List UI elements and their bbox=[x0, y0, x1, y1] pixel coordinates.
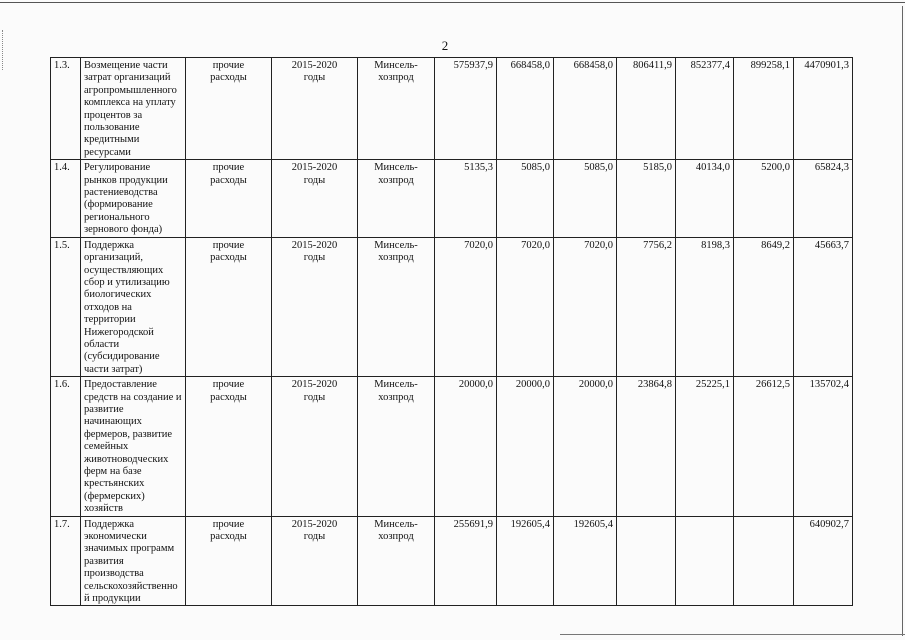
scan-edge-right bbox=[902, 6, 903, 636]
table-row bbox=[51, 237, 853, 376]
period bbox=[272, 516, 358, 606]
year-value: 192605,4 bbox=[497, 516, 554, 606]
executor bbox=[358, 160, 435, 237]
total-value: 45663,7 bbox=[794, 237, 853, 376]
cell-text-line: развития bbox=[84, 555, 124, 567]
measure-description bbox=[81, 377, 186, 516]
executor bbox=[358, 377, 435, 516]
year-value: 40134,0 bbox=[676, 160, 734, 237]
cell-text-line: рынков продукции bbox=[84, 174, 168, 186]
year-value bbox=[734, 516, 794, 606]
year-value: 668458,0 bbox=[554, 58, 617, 160]
executor bbox=[358, 237, 435, 376]
cell-text-line: годы bbox=[303, 252, 326, 264]
cell-text-line: семейных bbox=[84, 441, 129, 453]
budget-table bbox=[50, 57, 853, 606]
year-value: 5185,0 bbox=[617, 160, 676, 237]
cell-text-line: Возмещение части bbox=[84, 60, 168, 71]
year-value: 7020,0 bbox=[554, 237, 617, 376]
cell-text-line: расходы bbox=[210, 391, 247, 403]
cell-text-line: биологических bbox=[84, 289, 152, 301]
total-value: 65824,3 bbox=[794, 160, 853, 237]
executor bbox=[358, 516, 435, 606]
year-value: 899258,1 bbox=[734, 58, 794, 160]
cell-text-line: производства bbox=[84, 568, 144, 580]
cell-text-line: расходы bbox=[210, 72, 247, 84]
cell-text-line: 2015-2020 bbox=[291, 162, 338, 174]
cell-text-line: Минсель- bbox=[374, 162, 418, 174]
expense-category bbox=[186, 377, 272, 516]
cell-text-line: расходы bbox=[210, 174, 247, 186]
cell-text-line: агропромышленного bbox=[84, 84, 177, 96]
executor bbox=[358, 58, 435, 160]
total-value: 4470901,3 bbox=[794, 58, 853, 160]
cell-text-line: (фермерских) bbox=[84, 490, 145, 502]
cell-text-line: Минсель- bbox=[374, 239, 418, 251]
table-row bbox=[51, 160, 853, 237]
cell-text-line: значимых программ bbox=[84, 543, 175, 555]
total-value: 640902,7 bbox=[794, 516, 853, 606]
scan-edge-bottom bbox=[560, 634, 905, 635]
cell-text-line: развитие bbox=[84, 403, 124, 415]
year-value: 668458,0 bbox=[497, 58, 554, 160]
year-value: 20000,0 bbox=[554, 377, 617, 516]
cell-text-line: сбор и утилизацию bbox=[84, 276, 170, 288]
row-number: 1.5. bbox=[51, 237, 81, 376]
expense-category bbox=[186, 58, 272, 160]
cell-text-line: 2015-2020 bbox=[291, 60, 338, 71]
cell-text-line: части затрат) bbox=[84, 363, 143, 375]
cell-text-line: й продукции bbox=[84, 593, 141, 605]
year-value: 255691,9 bbox=[435, 516, 497, 606]
cell-text-line: (формирование bbox=[84, 199, 153, 211]
row-number: 1.3. bbox=[51, 58, 81, 160]
cell-text-line: осуществляющих bbox=[84, 264, 164, 276]
cell-text-line: области bbox=[84, 338, 120, 350]
cell-text-line: крестьянских bbox=[84, 478, 145, 490]
cell-text-line: годы bbox=[303, 174, 326, 186]
cell-text-line: хозпрод bbox=[378, 391, 414, 403]
expense-category bbox=[186, 160, 272, 237]
measure-description bbox=[81, 58, 186, 160]
cell-text-line: процентов за bbox=[84, 109, 143, 121]
cell-text-line: годы bbox=[303, 391, 326, 403]
year-value: 7020,0 bbox=[497, 237, 554, 376]
year-value: 8649,2 bbox=[734, 237, 794, 376]
cell-text-line: отходов на bbox=[84, 301, 132, 313]
year-value: 7756,2 bbox=[617, 237, 676, 376]
cell-text-line: животноводческих bbox=[84, 453, 169, 465]
cell-text-line: средств на создание и bbox=[84, 391, 182, 403]
cell-text-line: Поддержка bbox=[84, 239, 134, 251]
cell-text-line: прочие bbox=[212, 379, 245, 391]
expense-category bbox=[186, 516, 272, 606]
period bbox=[272, 377, 358, 516]
cell-text-line: 2015-2020 bbox=[291, 518, 338, 530]
year-value: 575937,9 bbox=[435, 58, 497, 160]
year-value: 5135,3 bbox=[435, 160, 497, 237]
cell-text-line: 2015-2020 bbox=[291, 239, 338, 251]
cell-text-line: Нижегородской bbox=[84, 326, 154, 338]
cell-text-line: хозяйств bbox=[84, 503, 123, 515]
cell-text-line: годы bbox=[303, 531, 326, 543]
cell-text-line: кредитными bbox=[84, 134, 140, 146]
cell-text-line: хозпрод bbox=[378, 72, 414, 84]
year-value: 8198,3 bbox=[676, 237, 734, 376]
cell-text-line: Регулирование bbox=[84, 162, 151, 174]
year-value: 852377,4 bbox=[676, 58, 734, 160]
cell-text-line: растениеводства bbox=[84, 187, 158, 199]
expense-category bbox=[186, 237, 272, 376]
cell-text-line: сельскохозяйственно bbox=[84, 580, 178, 592]
period bbox=[272, 160, 358, 237]
cell-text-line: прочие bbox=[212, 162, 245, 174]
table-row bbox=[51, 377, 853, 516]
cell-text-line: хозпрод bbox=[378, 252, 414, 264]
year-value: 806411,9 bbox=[617, 58, 676, 160]
cell-text-line: расходы bbox=[210, 531, 247, 543]
cell-text-line: Минсель- bbox=[374, 60, 418, 71]
cell-text-line: ресурсами bbox=[84, 146, 131, 158]
cell-text-line: ферм на базе bbox=[84, 466, 142, 477]
period bbox=[272, 58, 358, 160]
year-value: 5085,0 bbox=[554, 160, 617, 237]
measure-description bbox=[81, 237, 186, 376]
cell-text-line: расходы bbox=[210, 252, 247, 264]
row-number: 1.7. bbox=[51, 516, 81, 606]
cell-text-line: начинающих bbox=[84, 416, 142, 428]
year-value: 192605,4 bbox=[554, 516, 617, 606]
period bbox=[272, 237, 358, 376]
year-value bbox=[617, 516, 676, 606]
cell-text-line: 2015-2020 bbox=[291, 379, 338, 391]
year-value: 5200,0 bbox=[734, 160, 794, 237]
cell-text-line: прочие bbox=[212, 239, 245, 251]
cell-text-line: Предоставление bbox=[84, 379, 157, 391]
cell-text-line: фермеров, развитие bbox=[84, 428, 173, 440]
year-value: 25225,1 bbox=[676, 377, 734, 516]
cell-text-line: экономически bbox=[84, 531, 147, 543]
year-value: 23864,8 bbox=[617, 377, 676, 516]
cell-text-line: прочие bbox=[212, 518, 245, 530]
cell-text-line: (субсидирование bbox=[84, 351, 160, 363]
scan-edge-top bbox=[0, 2, 905, 3]
table-row bbox=[51, 58, 853, 160]
year-value: 20000,0 bbox=[435, 377, 497, 516]
page-number: 2 bbox=[441, 38, 449, 53]
cell-text-line: регионального bbox=[84, 211, 150, 223]
measure-description bbox=[81, 516, 186, 606]
cell-text-line: прочие bbox=[212, 60, 245, 71]
cell-text-line: хозпрод bbox=[378, 531, 414, 543]
year-value bbox=[676, 516, 734, 606]
cell-text-line: годы bbox=[303, 72, 326, 84]
year-value: 7020,0 bbox=[435, 237, 497, 376]
measure-description bbox=[81, 160, 186, 237]
cell-text-line: организаций, bbox=[84, 252, 143, 264]
cell-text-line: Минсель- bbox=[374, 518, 418, 530]
year-value: 26612,5 bbox=[734, 377, 794, 516]
year-value: 20000,0 bbox=[497, 377, 554, 516]
cell-text-line: затрат организаций bbox=[84, 72, 171, 84]
cell-text-line: территории bbox=[84, 314, 136, 326]
table-row bbox=[51, 516, 853, 606]
row-number: 1.6. bbox=[51, 377, 81, 516]
year-value: 5085,0 bbox=[497, 160, 554, 237]
cell-text-line: пользование bbox=[84, 122, 140, 134]
cell-text-line: Минсель- bbox=[374, 379, 418, 391]
cell-text-line: зернового фонда) bbox=[84, 224, 163, 236]
cell-text-line: комплекса на уплату bbox=[84, 97, 176, 109]
row-number: 1.4. bbox=[51, 160, 81, 237]
cell-text-line: Поддержка bbox=[84, 518, 134, 530]
cell-text-line: хозпрод bbox=[378, 174, 414, 186]
total-value: 135702,4 bbox=[794, 377, 853, 516]
